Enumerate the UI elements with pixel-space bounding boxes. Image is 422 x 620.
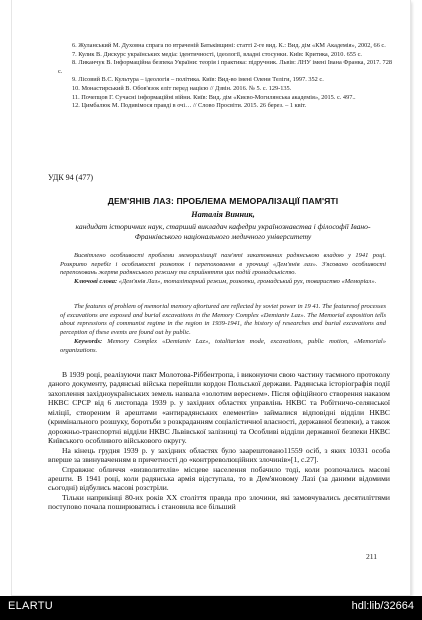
keywords-en-text: Memory Complex «Demianiv Laz», totalitarian mode, excavations, public motion, «Memorial» organizations. xyxy=(60,337,386,354)
article-title: ДЕМ'ЯНІВ ЛАЗ: ПРОБЛЕМА МЕМОРАЛІЗАЦІЇ ПАМ'ЯТІ xyxy=(107,196,339,206)
reference-item: 9. Лісовий В.С. Культура – ідеологія – політика. Київ: Вид-во імені Олени Теліги, 1997. 352 с. xyxy=(72,76,324,84)
reference-item: 11. Почепцов Г. Сучасні інформаційні війни. Київ: Вид. дім «Києво-Могилянська академія», 2015. с. 497.. xyxy=(72,93,356,101)
keywords-ua-label: Ключові слова: xyxy=(74,278,118,286)
reference-item: 7. Кулик В. Дискурс українських медіа: ідентичності, ідеології, владні стосунки. Київ: Критика, 2010. 655 с. xyxy=(72,50,362,58)
body-paragraph: Справжнє обличчя «визволителів» місцеве населення побачило тоді, коли розпочались масові арешти. В 1941 році, коли радянська армія відступала, то в Дем'яновому Лазі (за даними відомими сьогодні) відбулись масові розстріли. xyxy=(48,464,390,493)
abstract-en-text: The features of problem of memorial memory aftortured are reflected by soviet power in 19 41. The featuresof processes of excavations are exposed and burial excavations in the Memory Complex «Demianiv Laz». The Memorial exposition tells about repressions of communist regime in the region in 1939-1941, the history of researches and burial excavations and perception of these events are found out by public. xyxy=(60,303,386,337)
author-name: Наталія Винник, xyxy=(191,210,255,219)
keywords-ua-text: «Дем'янів Лаз», тоталітарний режим, розкопки, громадський рух, товариство «Меморіал». xyxy=(117,278,377,286)
reference-item: 6. Жуланський М. Духовна спрага по втраченій Батьківщині: статті 2-ге вид. К.: Вид. дім «КМ Академія», 2002, 66 с. xyxy=(72,42,386,49)
page-number: 211 xyxy=(366,552,378,561)
handle-link[interactable]: hdl:lib/32664 xyxy=(351,600,414,612)
body-paragraph: В 1939 році, реалізуючи пакт Молотова-Ріббентропа, і виконуючи свою частину таємного протоколу даного документу, радянські війська перейшли кордон Польської держави. Радянська історіографія події захоплення західноукраїнських земель назвала «золотим вереснем». Після офіційного створення наказом НКВС СРСР від 6 листопада 1939 р. у західних областях управлінь НКВС та Робітничо-селянської міліції, створеним й арештами «антирадянських елементів» займалися відповідні відділи НКВС (кримінального розшуку, боротьби з розкраданням соціалістичної власності, державної безпеки), а також дорожньо-транспортні відділи НКВС Львівської залізниці та Особливі відділи державної безпеки НКВС Київського особливого військового округу. xyxy=(48,370,390,446)
abstract-ua-text: Висвітлено особливості проблеми меморалізації пам'яті закатованих радянською владою у 1941 році. Розкрито перебіг і особливості розкопок і перепоховання в урочищі «Дем'янів лаз». З'ясовано особливості перепоховань жертв радянського режиму та сприйняття цих подій громадськістю. xyxy=(60,252,386,277)
body-text xyxy=(48,370,390,512)
abstract-english xyxy=(60,303,386,355)
udc-code: УДК 94 (477) xyxy=(48,173,93,182)
reference-item: 10. Монастирський В. Обов'язок еліт перед нацією // Дзвін. 2016. № 5. с. 129-135. xyxy=(72,84,292,92)
keywords-en-label: Keywords: xyxy=(74,337,103,345)
body-paragraph: На кінець грудня 1939 р. у західних областях було заарештовано11559 осіб, з яких 10331 особа вперше за звинуваченням в причетності до «контрреволюційних злочинів»[1, с.27]. xyxy=(48,445,390,465)
reference-item: 12. Цимбалюк М. Подивімося правді в очі… // Слово Просвіти. 2015. 26 берез. – 1 квіт. xyxy=(72,102,307,110)
document-page xyxy=(12,0,410,595)
repository-label: ELARTU xyxy=(8,600,53,612)
keywords-ua xyxy=(60,278,386,287)
footer-bar xyxy=(0,596,422,620)
keywords-en xyxy=(60,338,386,355)
reference-list xyxy=(58,42,392,111)
abstract-ukrainian xyxy=(60,252,386,287)
body-paragraph: Тільки наприкінці 80-их років ХХ століття правда про злочини, які замовчувались десятиліттями поступово почала поширюватись і становила все більший xyxy=(48,492,390,512)
author-affiliation: кандидат історичних наук, старший викладач кафедри українознавства і філософії Івано-Франківського національного медичного університету xyxy=(75,222,371,241)
reference-item: 8. Ликанчук В. Інформаційна безпека України: теорія і практика: підручник. Львів: ЛНУ імені Івана Франка, 2017. 728 с. xyxy=(58,59,392,75)
